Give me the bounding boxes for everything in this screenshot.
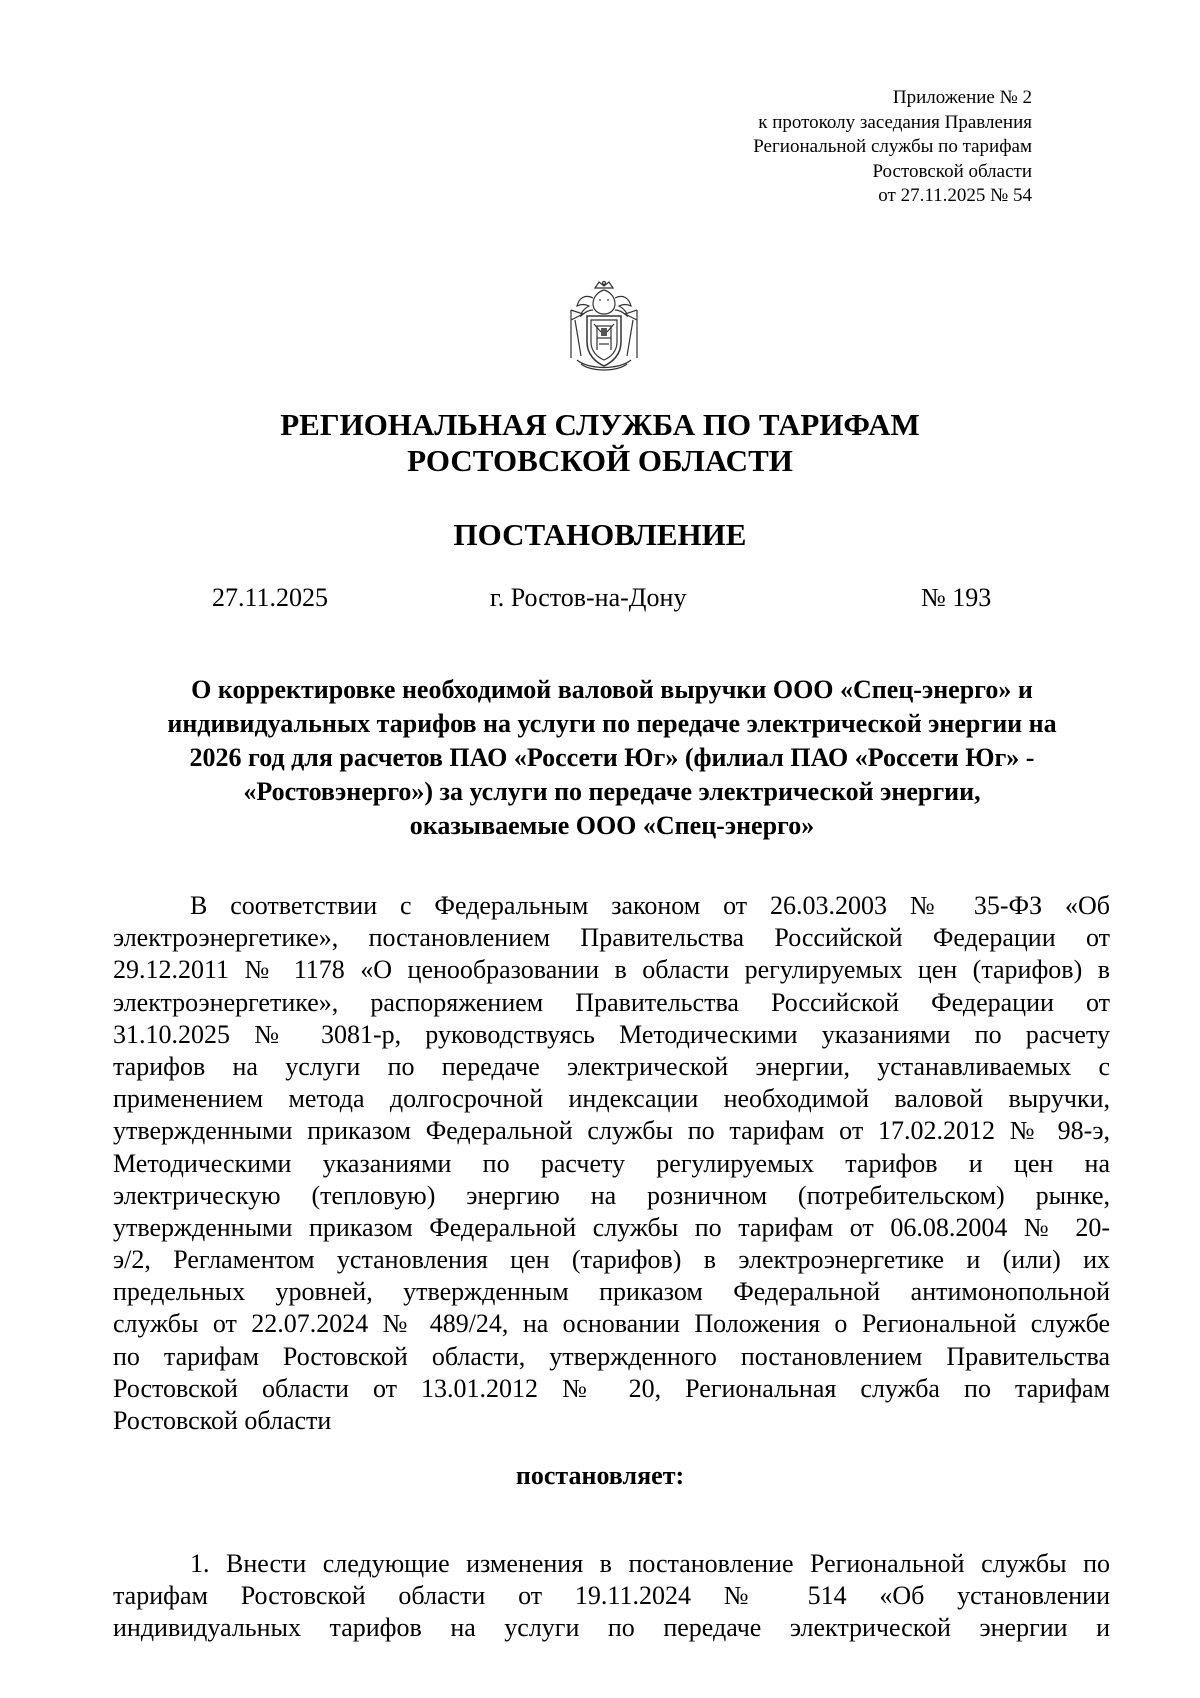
preamble-line: электрическую (тепловую) энергию на розничном (потребительском) рынке, — [113, 1180, 1110, 1210]
document-number: № 193 — [921, 583, 992, 612]
appendix-line: от 27.11.2025 № 54 — [878, 185, 1032, 206]
preamble-line: Ростовской области от 13.01.2012 № 20, Региональная служба по тарифам — [113, 1373, 1110, 1403]
clause-line: тарифам Ростовской области от 19.11.2024 № 514 «Об установлении — [113, 1581, 1110, 1611]
preamble-line: применением метода долгосрочной индексации необходимой валовой выручки, — [113, 1084, 1110, 1114]
subject-line: «Ростовэнерго») за услуги по передаче электрической энергии, — [243, 777, 981, 806]
document-type: ПОСТАНОВЛЕНИЕ — [453, 517, 747, 552]
preamble-line: электроэнергетике», постановлением Правительства Российской Федерации от — [113, 923, 1110, 953]
agency-title-line: РЕГИОНАЛЬНАЯ СЛУЖБА ПО ТАРИФАМ — [280, 407, 920, 442]
appendix-line: Ростовской области — [872, 160, 1032, 182]
preamble-line: 29.12.2011 № 1178 «О ценообразовании в области регулируемых цен (тарифов) в — [113, 955, 1110, 985]
subject-line: оказываемые ООО «Спец-энерго» — [409, 811, 815, 840]
preamble-line: В соответствии с Федеральным законом от 26.03.2003 № 35-ФЗ «Об — [190, 891, 1110, 920]
resolution-keyword: постановляет: — [515, 1461, 685, 1490]
preamble-line: электроэнергетике», распоряжением Правительства Российской Федерации от — [113, 987, 1110, 1017]
preamble-line: э/2, Регламентом установления цен (тарифов) в электроэнергетике и (или) их — [113, 1245, 1110, 1275]
coat-of-arms-icon — [563, 280, 645, 374]
preamble-line: Методическими указаниями по расчету регулируемых тарифов и цен на — [113, 1148, 1110, 1178]
appendix-line: Приложение № 2 — [892, 87, 1032, 108]
appendix-line: Региональной службы по тарифам — [753, 136, 1032, 157]
clause-line: 1. Внести следующие изменения в постановление Региональной службы по — [190, 1549, 1110, 1578]
subject-line: индивидуальных тарифов на услуги по передаче электрической энергии на — [167, 709, 1057, 738]
subject-line: О корректировке необходимой валовой выручки ООО «Спец-энерго» и — [191, 675, 1033, 704]
clause-line: индивидуальных тарифов на услуги по передаче электрической энергии и — [113, 1613, 1110, 1643]
preamble-line: предельных уровней, утвержденным приказом Федеральной антимонопольной — [113, 1277, 1110, 1307]
document-date: 27.11.2025 — [212, 583, 329, 612]
agency-title — [0, 407, 1200, 479]
agency-title-line: РОСТОВСКОЙ ОБЛАСТИ — [407, 443, 793, 478]
preamble-line: 31.10.2025 № 3081-р, руководствуясь Методическими указаниями по расчету — [113, 1019, 1110, 1049]
preamble-line: утвержденными приказом Федеральной службы по тарифам от 17.02.2012 № 98-э, — [113, 1116, 1110, 1146]
subject-line: 2026 год для расчетов ПАО «Россети Юг» (филиал ПАО «Россети Юг» - — [189, 743, 1035, 772]
preamble-line: по тарифам Ростовской области, утвержденного постановлением Правительства — [113, 1341, 1110, 1371]
preamble-line: Ростовской области — [113, 1406, 332, 1435]
appendix-note — [753, 86, 1032, 209]
preamble-paragraph — [113, 890, 1110, 1437]
preamble-line: тарифов на услуги по передаче электрической энергии, устанавливаемых с — [113, 1051, 1110, 1081]
appendix-line: к протоколу заседания Правления — [758, 111, 1032, 133]
document-city: г. Ростов-на-Дону — [490, 583, 687, 612]
preamble-line: службы от 22.07.2024 № 489/24, на основании Положения о Региональной службе — [113, 1309, 1110, 1339]
clause-1-paragraph — [113, 1548, 1110, 1645]
document-subject — [110, 673, 1114, 843]
preamble-line: утвержденными приказом Федеральной службы по тарифам от 06.08.2004 № 20- — [113, 1212, 1110, 1242]
